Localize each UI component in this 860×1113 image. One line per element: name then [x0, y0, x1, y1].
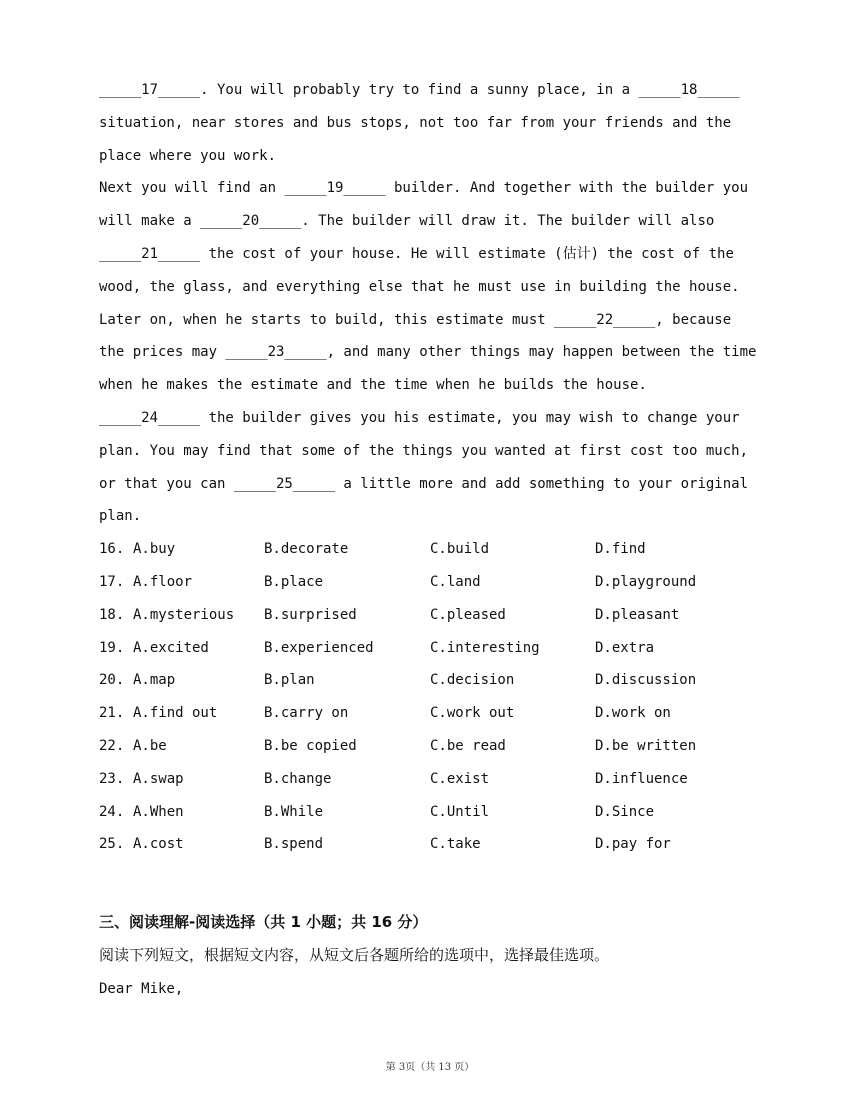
passage-line: plan. You may find that some of the things you wanted at first cost too much,: [99, 442, 749, 459]
passage-line: wood, the glass, and everything else that he must use in building the house.: [99, 278, 740, 295]
option-c: C.build: [430, 541, 490, 558]
option-row: [99, 664, 779, 697]
option-a: A.buy: [133, 541, 176, 558]
option-c: C.take: [430, 836, 481, 853]
passage-line: situation, near stores and bus stops, not too far from your friends and the: [99, 114, 732, 131]
option-b: B.spend: [264, 836, 324, 853]
question-number: 18.: [99, 606, 125, 623]
passage: [99, 74, 779, 533]
passage-line: _____24_____ the builder gives you his estimate, you may wish to change your: [99, 409, 740, 426]
option-b: B.carry on: [264, 705, 349, 722]
option-a: A.mysterious: [133, 606, 235, 623]
question-number: 17.: [99, 573, 125, 590]
passage-and-options: [99, 74, 779, 861]
question-number: 19.: [99, 639, 125, 656]
passage-line: when he makes the estimate and the time when he builds the house.: [99, 377, 647, 394]
question-number: 22.: [99, 737, 125, 754]
question-number: 24.: [99, 803, 125, 820]
option-a: A.cost: [133, 836, 184, 853]
option-b: B.plan: [264, 672, 315, 689]
letter-greeting: Dear Mike,: [99, 981, 184, 997]
option-d: D.pleasant: [595, 606, 680, 623]
question-number: 21.: [99, 705, 125, 722]
option-d: D.work on: [595, 705, 671, 722]
option-b: B.While: [264, 803, 324, 820]
answer-options: [99, 533, 779, 861]
option-a: A.When: [133, 803, 184, 820]
option-c: C.pleased: [430, 606, 506, 623]
option-row: [99, 828, 779, 861]
option-a: A.floor: [133, 573, 193, 590]
section-instruction: 阅读下列短文，根据短文内容，从短文后各题所给的选项中，选择最佳选项。: [99, 946, 610, 964]
option-row: [99, 566, 779, 599]
passage-line: plan.: [99, 508, 142, 525]
option-row: [99, 599, 779, 632]
option-d: D.Since: [595, 803, 655, 820]
option-c: C.work out: [430, 705, 515, 722]
option-b: B.be copied: [264, 737, 357, 754]
option-d: D.playground: [595, 573, 697, 590]
option-row: [99, 632, 779, 665]
option-row: [99, 796, 779, 829]
option-row: [99, 763, 779, 796]
option-b: B.experienced: [264, 639, 374, 656]
passage-line: Later on, when he starts to build, this estimate must _____22_____, because: [99, 311, 732, 328]
passage-line: the prices may _____23_____, and many other things may happen between the time: [99, 344, 757, 361]
option-c: C.be read: [430, 737, 506, 754]
question-number: 25.: [99, 836, 125, 853]
passage-line: _____21_____ the cost of your house. He will estimate (估计) the cost of the: [99, 245, 734, 262]
option-a: A.find out: [133, 705, 218, 722]
option-row: [99, 697, 779, 730]
option-d: D.discussion: [595, 672, 697, 689]
option-a: A.excited: [133, 639, 209, 656]
option-c: C.decision: [430, 672, 515, 689]
option-d: D.influence: [595, 770, 688, 787]
option-c: C.Until: [430, 803, 490, 820]
passage-line: place where you work.: [99, 147, 277, 164]
option-c: C.land: [430, 573, 481, 590]
option-c: C.interesting: [430, 639, 540, 656]
option-d: D.find: [595, 541, 646, 558]
option-a: A.map: [133, 672, 176, 689]
option-a: A.swap: [133, 770, 184, 787]
question-number: 23.: [99, 770, 125, 787]
option-b: B.place: [264, 573, 324, 590]
question-number: 20.: [99, 672, 125, 689]
option-d: D.be written: [595, 737, 697, 754]
passage-line: or that you can _____25_____ a little more and add something to your original: [99, 475, 749, 492]
section-heading: 三、阅读理解-阅读选择（共 1 小题；共 16 分）: [99, 913, 428, 931]
option-b: B.decorate: [264, 541, 349, 558]
option-a: A.be: [133, 737, 167, 754]
page-footer: 第 3页（共 13 页）: [385, 1062, 475, 1073]
option-d: D.pay for: [595, 836, 671, 853]
option-b: B.surprised: [264, 606, 357, 623]
option-row: [99, 730, 779, 763]
passage-line: _____17_____. You will probably try to find a sunny place, in a _____18_____: [99, 82, 740, 98]
passage-line: Next you will find an _____19_____ builder. And together with the builder you: [99, 180, 749, 197]
option-d: D.extra: [595, 639, 655, 656]
option-b: B.change: [264, 770, 332, 787]
option-c: C.exist: [430, 770, 490, 787]
passage-line: will make a _____20_____. The builder will draw it. The builder will also: [99, 213, 715, 230]
option-row: [99, 533, 779, 566]
question-number: 16.: [99, 541, 125, 558]
